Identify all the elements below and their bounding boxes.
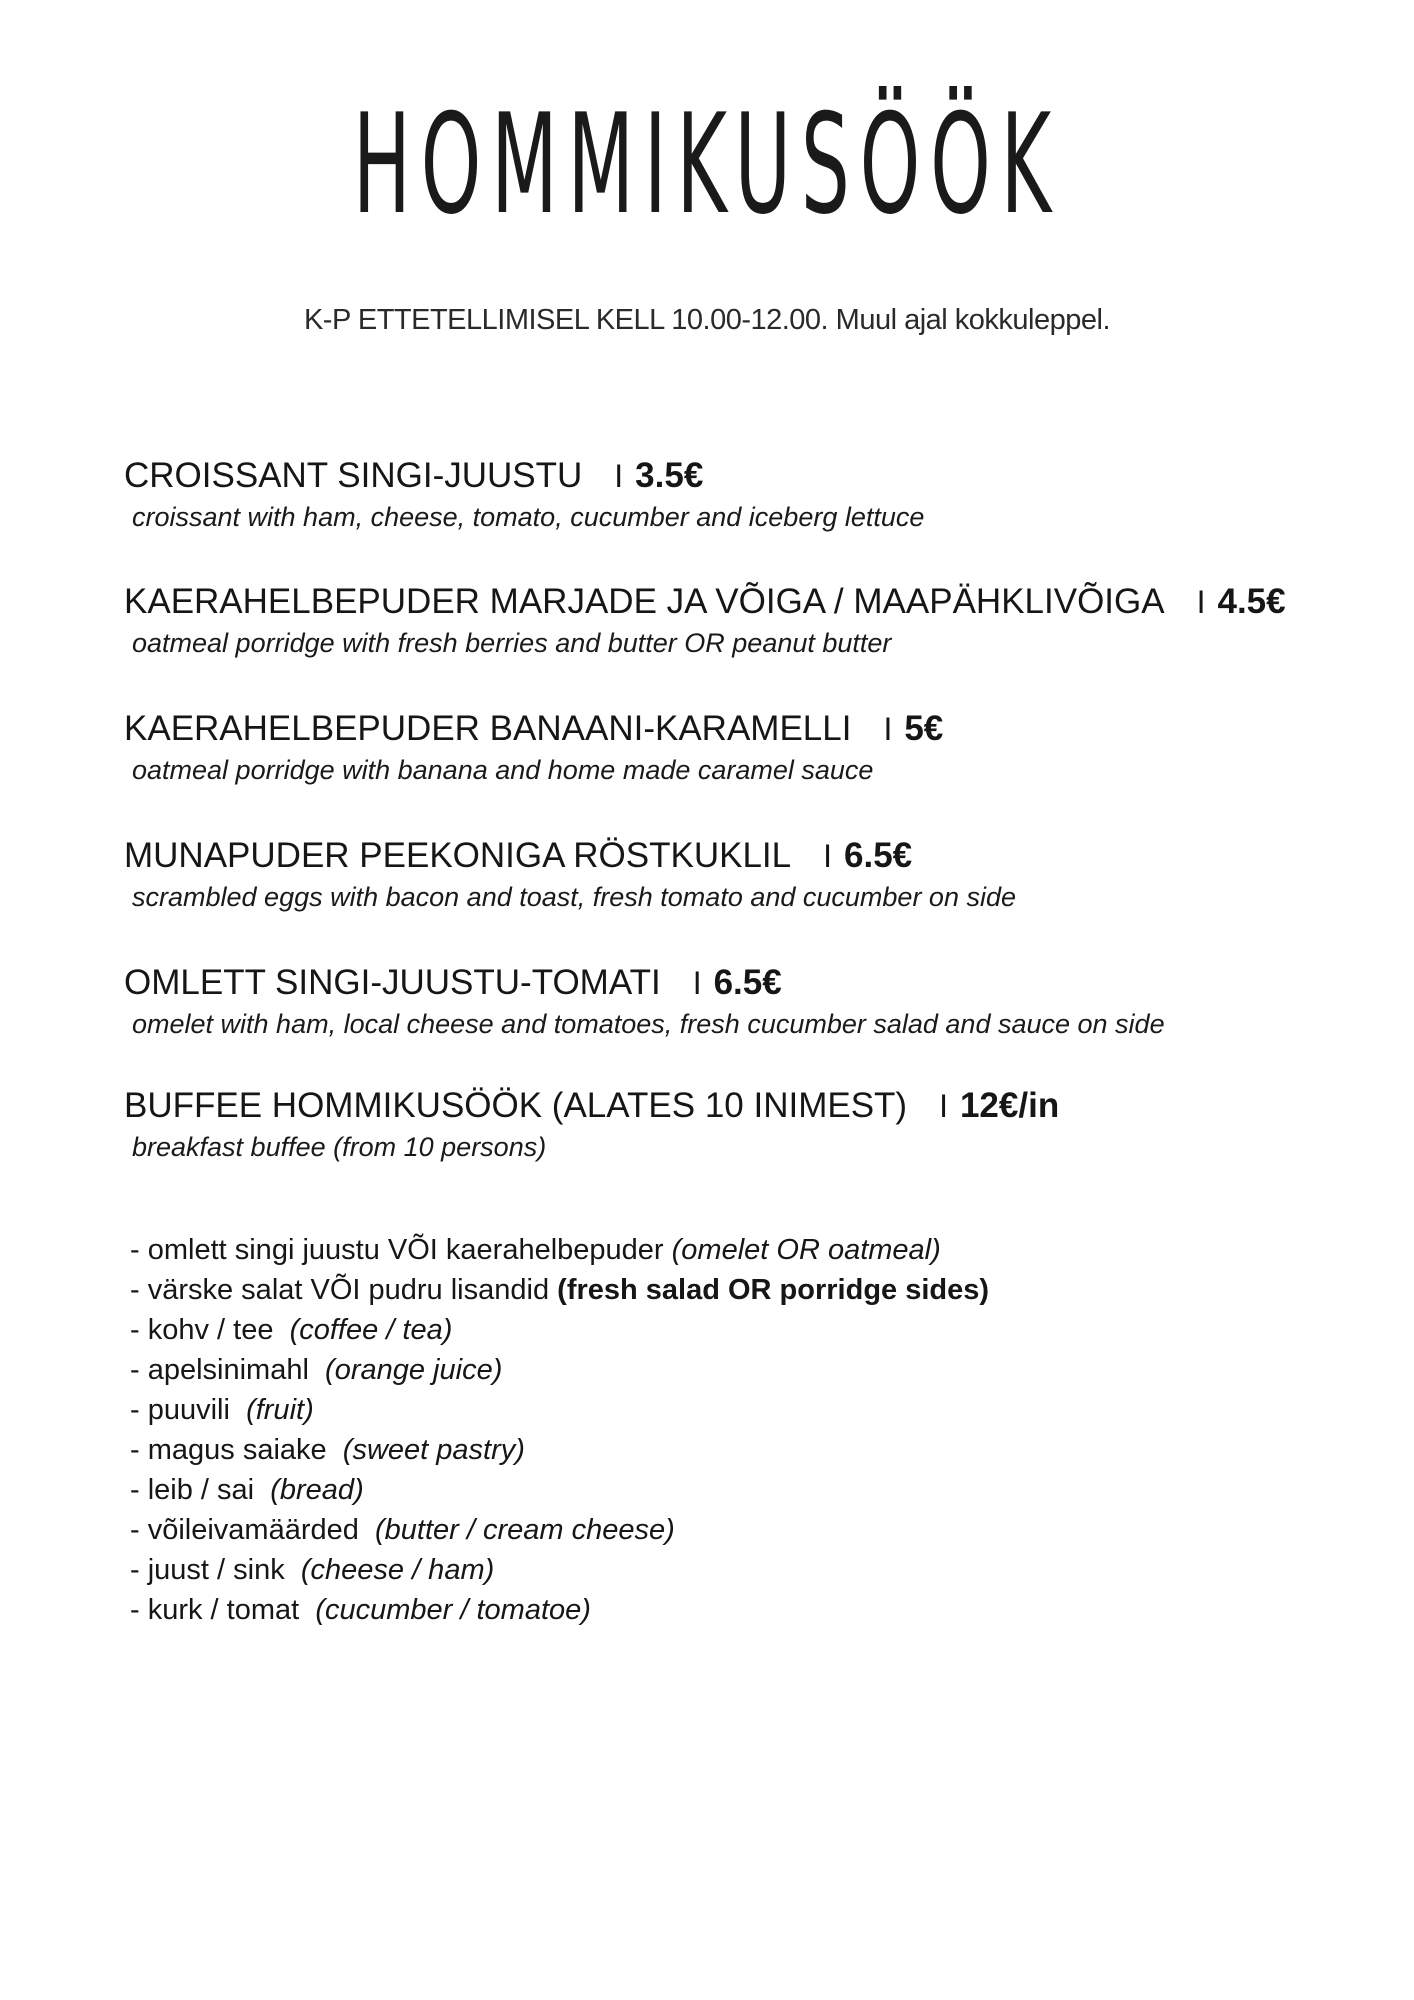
list-item <box>130 1350 989 1390</box>
menu-item <box>124 834 1374 916</box>
list-item <box>130 1510 989 1550</box>
buffet-item-translation: (cheese / ham) <box>300 1554 495 1586</box>
menu-item-name: OMLETT SINGI-JUUSTU-TOMATI <box>124 963 661 1002</box>
menu-item-title-line <box>124 1084 1374 1128</box>
menu-item-title-line <box>124 454 1374 498</box>
buffet-item-text: - apelsinimahl <box>130 1354 309 1386</box>
buffet-item-text: - leib / sai <box>130 1474 255 1506</box>
price-separator: I <box>692 965 702 1001</box>
menu-item-name: KAERAHELBEPUDER MARJADE JA VÕIGA / MAAPÄHKLIVÕIGA <box>124 582 1165 621</box>
menu-item-description: scrambled eggs with bacon and toast, fresh tomato and cucumber on side <box>132 882 1016 912</box>
price-separator: I <box>1196 584 1206 620</box>
buffet-item-text: - omlett singi juustu VÕI kaerahelbepuder <box>130 1234 664 1266</box>
buffet-item-text: - puuvili <box>130 1394 230 1426</box>
menu-item-title-line <box>124 961 1374 1005</box>
menu-item-title-line <box>124 834 1374 878</box>
price-separator: I <box>939 1088 948 1124</box>
menu-item-price: 6.5€ <box>713 963 782 1002</box>
menu-item-title-line <box>124 707 1374 751</box>
buffet-item-translation: (coffee / tea) <box>289 1314 453 1346</box>
menu-item-description: breakfast buffee (from 10 persons) <box>132 1132 547 1162</box>
menu-item-name: CROISSANT SINGI-JUUSTU <box>124 456 583 495</box>
menu-item-name: KAERAHELBEPUDER BANAANI-KARAMELLI <box>124 709 852 748</box>
menu-item <box>124 580 1374 662</box>
list-item <box>130 1390 989 1430</box>
menu-item <box>124 1084 1374 1166</box>
menu-item <box>124 707 1374 789</box>
list-item <box>130 1470 989 1510</box>
menu-item-price: 12€/in <box>959 1086 1060 1125</box>
list-item <box>130 1430 989 1470</box>
menu-item <box>124 454 1374 536</box>
ordering-info: K-P ETTETELLIMISEL KELL 10.00-12.00. Muul ajal kokkuleppel. <box>303 304 1111 336</box>
buffet-item-translation: (cucumber / tomatoe) <box>315 1594 591 1626</box>
menu-item <box>124 961 1374 1043</box>
list-item <box>130 1550 989 1590</box>
buffet-item-translation: (bread) <box>270 1474 364 1506</box>
menu-item-name: BUFFEE HOMMIKUSÖÖK (ALATES 10 INIMEST) <box>124 1086 908 1125</box>
buffet-item-translation: (fruit) <box>246 1394 314 1426</box>
price-separator: I <box>823 838 832 874</box>
buffet-item-text: - võileivamäärded <box>130 1514 359 1546</box>
menu-item-price: 5€ <box>904 709 944 748</box>
menu-item-price: 3.5€ <box>635 456 704 495</box>
list-item <box>130 1230 989 1270</box>
buffet-item-translation: (fresh salad OR porridge sides) <box>557 1274 990 1306</box>
menu-item-title-line <box>124 580 1374 624</box>
menu-item-price: 4.5€ <box>1217 582 1286 621</box>
list-item <box>130 1270 989 1310</box>
menu-item-description: oatmeal porridge with fresh berries and butter OR peanut butter <box>132 628 892 658</box>
menu-item-name: MUNAPUDER PEEKONIGA RÖSTKUKLIL <box>124 836 792 875</box>
buffet-item-text: - juust / sink <box>130 1554 285 1586</box>
buffet-item-text: - värske salat VÕI pudru lisandid <box>130 1274 550 1306</box>
buffet-item-translation: (orange juice) <box>325 1354 503 1386</box>
price-separator: I <box>883 711 893 747</box>
list-item <box>130 1310 989 1350</box>
menu-item-description: oatmeal porridge with banana and home made caramel sauce <box>132 755 874 785</box>
list-item <box>130 1590 989 1630</box>
buffet-item-text: - kohv / tee <box>130 1314 274 1346</box>
page-title: HOMMIKUSÖÖK <box>352 84 1062 245</box>
buffet-list <box>130 1230 989 1630</box>
buffet-item-text: - kurk / tomat <box>130 1594 300 1626</box>
buffet-item-translation: (omelet OR oatmeal) <box>671 1234 941 1266</box>
menu-item-description: omelet with ham, local cheese and tomatoes, fresh cucumber salad and sauce on side <box>132 1009 1165 1039</box>
price-separator: I <box>614 458 624 494</box>
menu-item-description: croissant with ham, cheese, tomato, cucumber and iceberg lettuce <box>132 502 925 532</box>
buffet-item-translation: (butter / cream cheese) <box>375 1514 675 1546</box>
menu-item-price: 6.5€ <box>844 836 913 875</box>
buffet-item-translation: (sweet pastry) <box>342 1434 525 1466</box>
buffet-item-text: - magus saiake <box>130 1434 327 1466</box>
